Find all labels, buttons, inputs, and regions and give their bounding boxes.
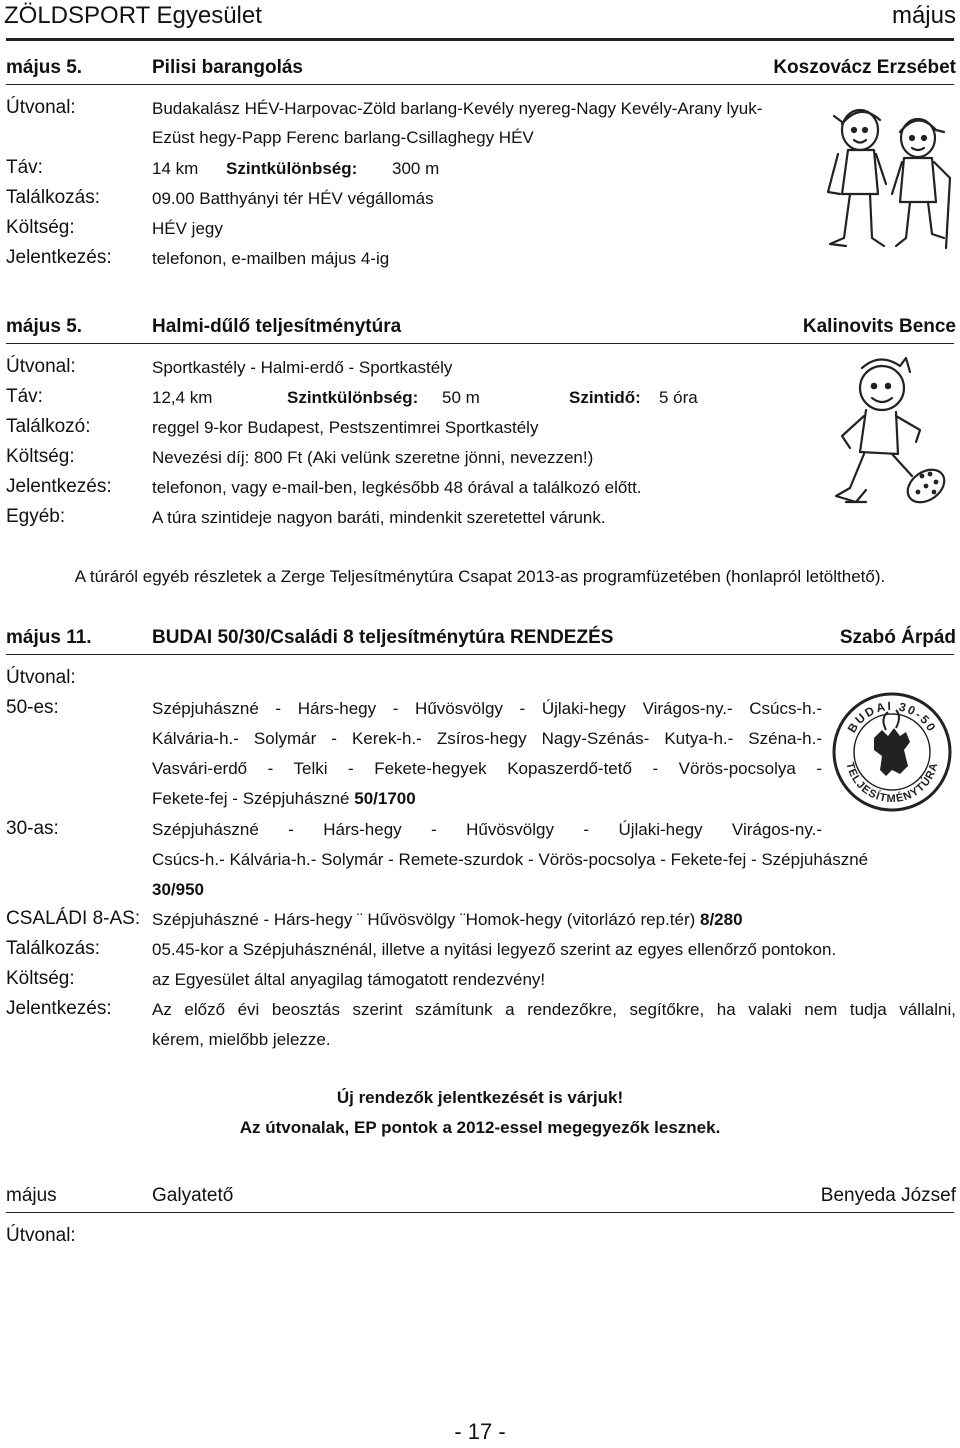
event-leader: Kalinovits Bence: [802, 316, 956, 337]
registration-line-2: kérem, mielőbb jelezze.: [152, 1030, 331, 1049]
event-leader: Szabó Árpád: [839, 627, 956, 648]
budai-badge-logo: [830, 690, 954, 814]
time-limit-label: Szintidő:: [569, 388, 641, 407]
hikers-illustration: [820, 98, 960, 258]
route-line-1: Budakalász HÉV-Harpovac-Zöld barlang-Kevély nyereg-Nagy Kevély-Arany lyuk-: [152, 99, 763, 118]
meeting-value: reggel 9-kor Budapest, Pestszentimrei Sportkastély: [152, 418, 539, 437]
event-note: A túráról egyéb részletek a Zerge Teljesítménytúra Csapat 2013-as programfüzetében (honlapról letölthető).: [74, 567, 886, 586]
route-30-line-1: Szépjuhászné - Hárs-hegy - Hűvösvölgy - Újlaki-hegy Virágos-ny.-: [152, 820, 822, 839]
distance-value: 14 km: [152, 159, 199, 178]
elevation-value: 50 m: [442, 388, 480, 407]
route-line-2: Ezüst hegy-Papp Ferenc barlang-Csillaghegy HÉV: [152, 128, 534, 147]
page-number: - 17 -: [454, 1419, 506, 1444]
event-title: Halmi-dűlő teljesítménytúra: [152, 316, 402, 337]
notice-line-1: Új rendezők jelentkezését is várjuk!: [336, 1088, 624, 1107]
cost-value: Nevezési díj: 800 Ft (Aki velünk szeretne jönni, nevezzen!): [152, 448, 594, 467]
organization-name: ZÖLDSPORT Egyesület: [4, 2, 262, 29]
event-title: BUDAI 50/30/Családi 8 teljesítménytúra RENDEZÉS: [152, 627, 614, 648]
event-date: május: [6, 1185, 57, 1206]
route-50-line-2: Kálvária-h.- Solymár - Kerek-h.- Zsíros-hegy Nagy-Szénás- Kutya-h.- Széna-h.-: [152, 729, 822, 748]
route-50-end: Fekete-fej - Szépjuhászné: [152, 789, 350, 808]
header-month: május: [891, 2, 956, 29]
event-date: május 5.: [6, 316, 83, 337]
registration-label: Jelentkezés:: [6, 476, 112, 497]
route-50-line-4: [152, 789, 416, 809]
elevation-value: 300 m: [392, 159, 440, 178]
route-8-line: [152, 910, 743, 930]
time-limit-value: 5 óra: [659, 388, 698, 407]
elevation-label: Szintkülönbség:: [226, 159, 358, 178]
distance-label: Táv:: [6, 386, 43, 407]
route-50-code: 50/1700: [354, 789, 416, 808]
elevation-label: Szintkülönbség:: [287, 388, 419, 407]
distance-label: Táv:: [6, 157, 43, 178]
route-30-code: 30/950: [152, 880, 204, 899]
other-value: A túra szintideje nagyon baráti, mindenkit szeretettel várunk.: [152, 508, 606, 527]
route-8-code: 8/280: [700, 910, 743, 929]
route-value: Sportkastély - Halmi-erdő - Sportkastély: [152, 358, 453, 377]
registration-label: Jelentkezés:: [6, 998, 112, 1019]
event-date: május 5.: [6, 57, 83, 78]
walking-hiker-illustration: [826, 352, 952, 528]
route-8-text: Szépjuhászné - Hárs-hegy ¨ Hűvösvölgy ¨Homok-hegy (vitorlázó rep.tér): [152, 910, 696, 929]
route-50-line-1: Szépjuhászné - Hárs-hegy - Hűvösvölgy - Újlaki-hegy Virágos-ny.- Csúcs-h.-: [152, 699, 822, 718]
event-leader: Koszovácz Erzsébet: [773, 57, 956, 78]
badge-bottom-text: TELJESÍTMÉNYTÚRA: [843, 760, 941, 806]
route-50-label: 50-es:: [6, 697, 59, 718]
event-rule: [6, 1212, 954, 1213]
cost-value: HÉV jegy: [152, 219, 223, 238]
registration-label: Jelentkezés:: [6, 247, 112, 268]
event-rule: [6, 654, 954, 655]
registration-value: telefonon, e-mailben május 4-ig: [152, 249, 390, 268]
meeting-label: Találkozás:: [6, 187, 100, 208]
other-label: Egyéb:: [6, 506, 66, 527]
route-label: Útvonal:: [6, 356, 76, 377]
cost-label: Költség:: [6, 968, 75, 989]
event-date: május 11.: [6, 627, 92, 648]
badge-top-text: BUDAI 30-50: [844, 698, 940, 736]
cost-label: Költség:: [6, 217, 75, 238]
event-rule: [6, 84, 954, 85]
registration-line-1: Az előző évi beosztás szerint számítunk a rendezőkre, segítőkre, ha valaki nem tudja vállalni,: [152, 1000, 956, 1019]
registration-value: telefonon, vagy e-mail-ben, legkésőbb 48 órával a találkozó előtt.: [152, 478, 642, 497]
meeting-label: Találkozás:: [6, 938, 100, 959]
meeting-value: 05.45-kor a Szépjuhásznénál, illetve a nyitási legyező szerint az egyes ellenőrző pontokon.: [152, 940, 837, 959]
route-label: Útvonal:: [6, 97, 76, 118]
route-label: Útvonal:: [6, 667, 76, 688]
route-8-label: CSALÁDI 8-AS:: [6, 908, 141, 929]
distance-value: 12,4 km: [152, 388, 213, 407]
event-leader: Benyeda József: [820, 1185, 956, 1206]
event-title: Pilisi barangolás: [152, 57, 303, 78]
event-rule: [6, 343, 954, 344]
route-label: Útvonal:: [6, 1225, 76, 1246]
route-30-line-2: Csúcs-h.- Kálvária-h.- Solymár - Remete-szurdok - Vörös-pocsolya - Fekete-fej - Szépjuhászné: [152, 850, 869, 869]
cost-label: Költség:: [6, 446, 75, 467]
meeting-label: Találkozó:: [6, 416, 91, 437]
header-rule: [6, 38, 954, 41]
meeting-value: 09.00 Batthyányi tér HÉV végállomás: [152, 189, 434, 208]
cost-value: az Egyesület által anyagilag támogatott rendezvény!: [152, 970, 546, 989]
route-30-label: 30-as:: [6, 818, 59, 839]
event-title: Galyatető: [152, 1185, 234, 1206]
notice-line-2: Az útvonalak, EP pontok a 2012-essel megegyezők lesznek.: [239, 1118, 721, 1137]
route-50-line-3: Vasvári-erdő - Telki - Fekete-hegyek Kopaszerdő-tető - Vörös-pocsolya -: [152, 759, 822, 778]
